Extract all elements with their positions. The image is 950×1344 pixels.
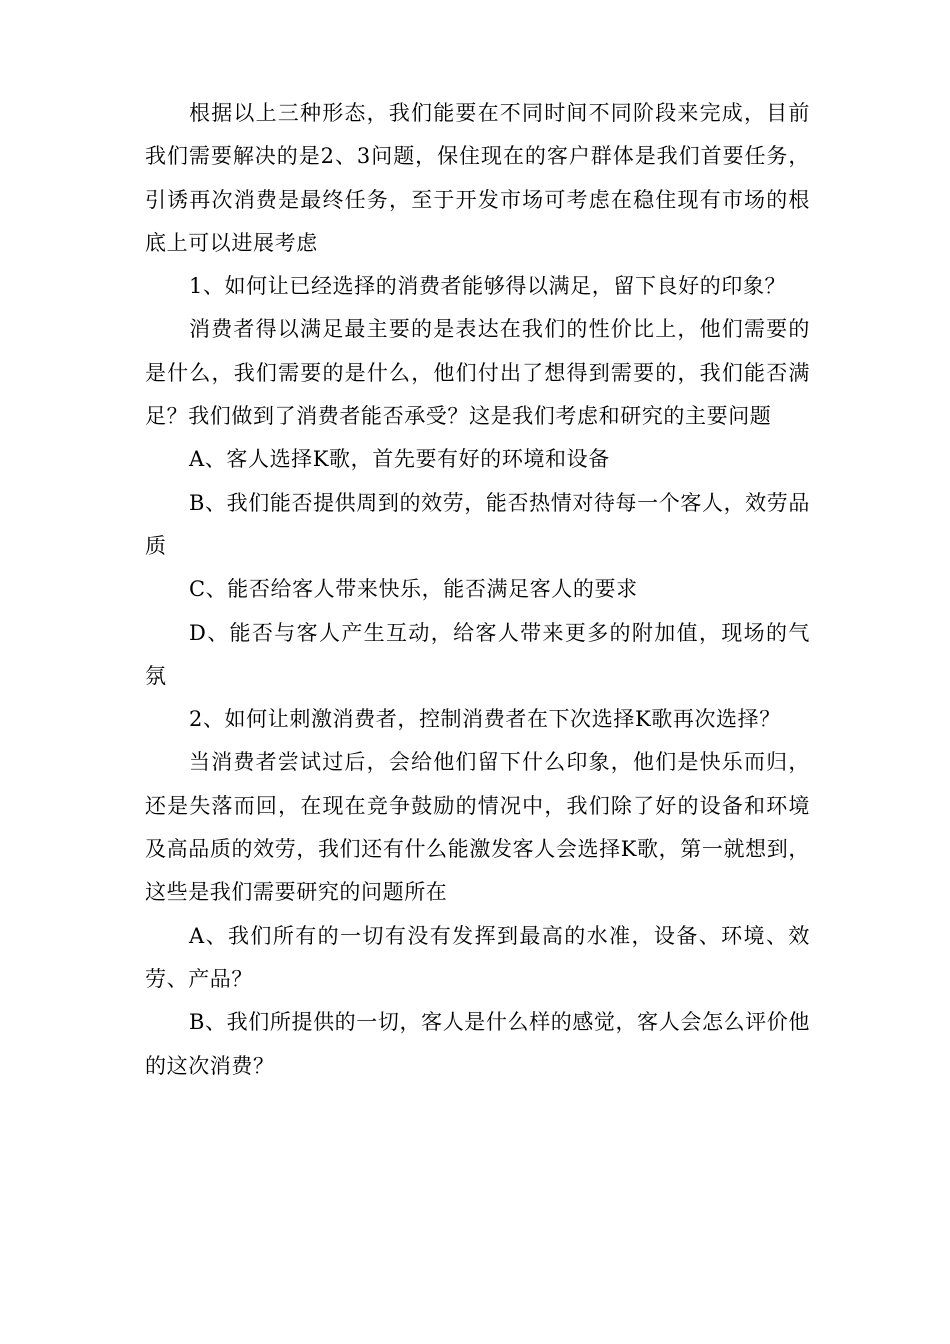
- list-item-1d: D、能否与客人产生互动，给客人带来更多的附加值，现场的气氛: [145, 620, 810, 688]
- document-body: [145, 92, 810, 1088]
- list-item-2a: A、我们所有的一切有没有发挥到最高的水准，设备、环境、效劳、产品？: [145, 923, 810, 991]
- paragraph-question-2-body: 当消费者尝试过后，会给他们留下什么印象，他们是快乐而归，还是失落而回，在现在竞争鼓励的情况中，我们除了好的设备和环境及高品质的效劳，我们还有什么能激发客人会选择K歌，第一就想到，这些是我们需要研究的问题所在: [145, 750, 810, 905]
- heading-question-1: 1、如何让已经选择的消费者能够得以满足，留下良好的印象？: [189, 274, 787, 299]
- paragraph-intro: 根据以上三种形态，我们能要在不同时间不同阶段来完成，目前我们需要解决的是2、3问题，保住现在的客户群体是我们首要任务，引诱再次消费是最终任务，至于开发市场可考虑在稳住现有市场的根底上可以进展考虑: [145, 101, 810, 255]
- list-item-2b: B、我们所提供的一切，客人是什么样的感觉，客人会怎么评价他的这次消费？: [145, 1010, 810, 1078]
- list-item-1c: C、能否给客人带来快乐，能否满足客人的要求: [189, 577, 638, 602]
- list-item-1a: A、客人选择K歌，首先要有好的环境和设备: [189, 447, 610, 472]
- heading-question-2: 2、如何让刺激消费者，控制消费者在下次选择K歌再次选择？: [189, 707, 781, 732]
- list-item-1b: B、我们能否提供周到的效劳，能否热情对待每一个客人，效劳品质: [145, 490, 810, 558]
- paragraph-question-1-body: 消费者得以满足最主要的是表达在我们的性价比上，他们需要的是什么，我们需要的是什么，他们付出了想得到需要的，我们能否满足？我们做到了消费者能否承受？这是我们考虑和研究的主要问题: [145, 317, 810, 429]
